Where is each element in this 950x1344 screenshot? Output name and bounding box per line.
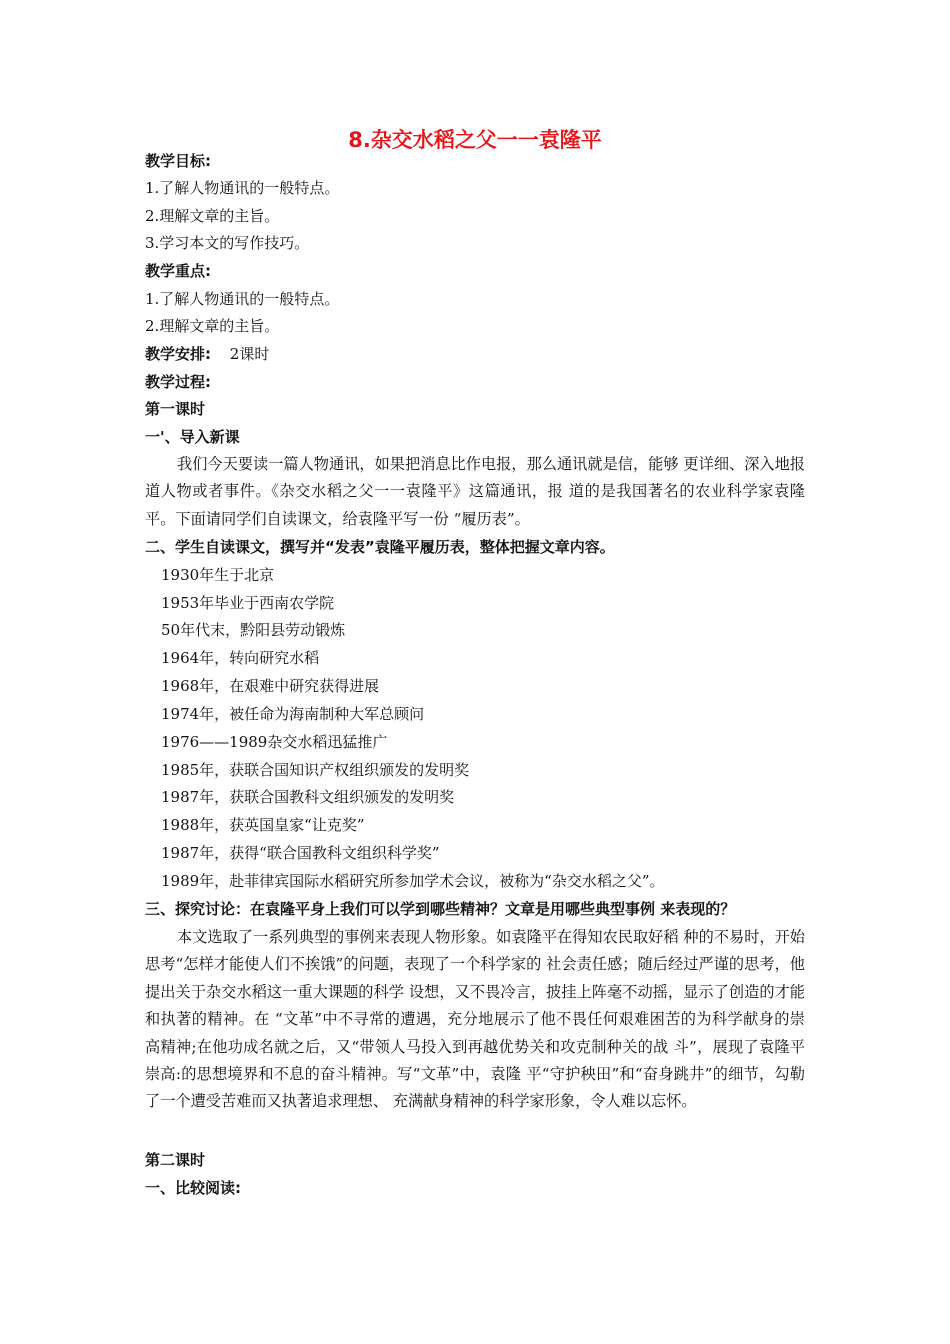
discussion-paragraph: 本文选取了一系列典型的事例来表现人物形象。如袁隆平在得知农民取好稻 种的不易时，开始思考“怎样才能使人们不挨饿”的问题，表现了一个科学家的 社会责任感；随后经过严谨的思考，他提出关于杂交水稻这一重大课题的科学 设想，又不畏冷言，披挂上阵毫不动摇，显示了创造的才能和执著的精神。在 “文革”中不寻常的遭遇，充分地展示了他不畏任何艰难困苦的为科学献身的崇 高精神;在他功成名就之后，又“带领人马投入到再越优势关和攻克制种关的战 斗”，展现了袁隆平崇高:的思想境界和不息的奋斗精神。写“文革”中，袁隆 平“守护秧田”和“奋身跳井”的细节，勾勒了一个遭受苦难而又执著追求理想、 充满献身精神的科学家形象，令人难以忘怀。: [145, 928, 805, 1111]
resume-item: 1989年，赴菲律宾国际水稻研究所参加学术会议，被称为“杂交水稻之父”。: [161, 872, 665, 890]
section-heading: 三、探究讨论：在袁隆平身上我们可以学到哪些精神？文章是用哪些典型事例 来表现的？: [145, 900, 736, 918]
section-heading: 一、比较阅读:: [145, 1179, 241, 1197]
focus-item: 2.理解文章的主旨。: [145, 317, 280, 335]
intro-paragraph: 我们今天要读一篇人物通讯，如果把消息比作电报，那么通讯就是信，能够 更详细、深入地报道人物或者事件。《杂交水稻之父一一袁隆平》这篇通讯，报 道的是我国著名的农业科学家袁隆平。下面请同学们自读课文，给袁隆平写一份 “履历表”。: [145, 455, 805, 528]
resume-item: 1953年毕业于西南农学院: [161, 594, 335, 612]
lesson-one-heading: 第一课时: [145, 400, 206, 418]
resume-item: 1974年，被任命为海南制种大军总顾问: [161, 705, 425, 723]
section-heading: 二、学生自读课文，撰写并“发表”袁隆平履历表，整体把握文章内容。: [145, 538, 615, 556]
resume-item: 50年代末，黔阳县劳动锻炼: [161, 621, 346, 639]
resume-item: 1930年生于北京: [161, 566, 275, 584]
page-title: 8.杂交水稻之父一一袁隆平: [348, 128, 602, 152]
schedule-value: 2课时: [229, 345, 270, 363]
focus-heading: 教学重点:: [145, 262, 211, 280]
schedule-label: 教学安排:: [145, 345, 211, 363]
goals-heading: 教学目标:: [145, 152, 211, 170]
resume-item: 1987年，获联合国教科文组织颁发的发明奖: [161, 788, 455, 806]
resume-item: 1987年，获得“联合国教科文组织科学奖”: [161, 844, 440, 862]
goal-item: 2.理解文章的主旨。: [145, 207, 280, 225]
resume-item: 1976——1989杂交水稻迅猛推广: [161, 733, 388, 751]
resume-item: 1988年，获英国皇家“让克奖”: [161, 816, 365, 834]
resume-item: 1964年，转向研究水稻: [161, 649, 320, 667]
goal-item: 1.了解人物通讯的一般特点。: [145, 179, 340, 197]
section-heading: 一'、导入新课: [145, 428, 240, 446]
resume-item: 1985年，获联合国知识产权组织颁发的发明奖: [161, 761, 470, 779]
focus-item: 1.了解人物通讯的一般特点。: [145, 290, 340, 308]
process-heading: 教学过程:: [145, 373, 211, 391]
resume-item: 1968年，在艰难中研究获得进展: [161, 677, 380, 695]
goal-item: 3.学习本文的写作技巧。: [145, 234, 310, 252]
lesson-two-heading: 第二课时: [145, 1151, 206, 1169]
schedule-line: [145, 344, 269, 364]
